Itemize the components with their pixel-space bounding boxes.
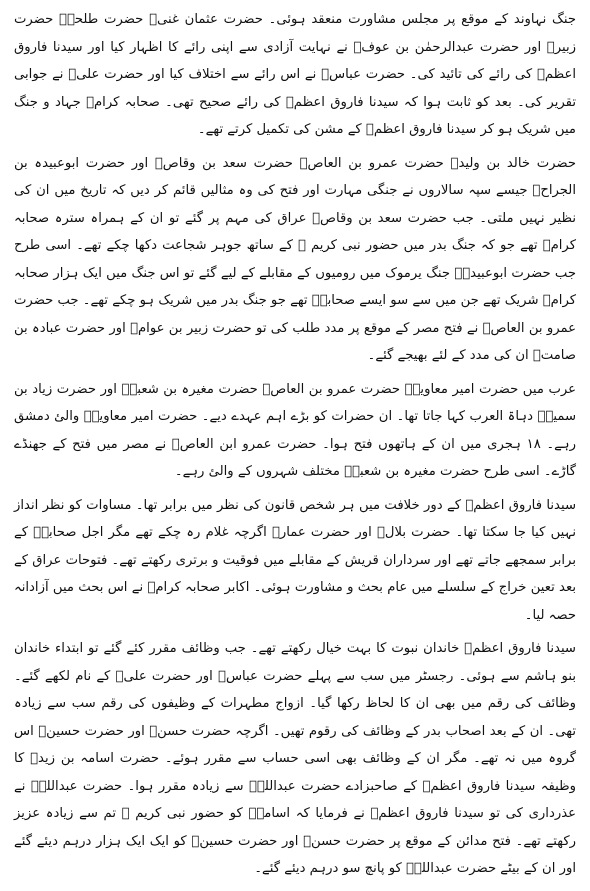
paragraph-stipends: سیدنا فاروق اعظمؓ خاندان نبوت کا بہت خیال رکھتے تھے۔ جب وظائف مقرر کئے گئے تو ابتداء خاندان بنو ہاشم سے ہوئی۔ رجسٹر میں سب سے پہلے حضرت عباسؓ اور حضرت علیؓ کے نام لکھے گئے۔ وظائف کی رقم میں بھی ان کا لحاظ رکھا گیا۔ ازواج مطہرات کے وظیفوں کی رقم سب سے زیادہ تھی۔ ان کے بعد اصحاب بدر کے وظائف کی رقوم تھیں۔ اگرچہ حضرت حسنؓ اور حضرت حسینؓ اس گروہ میں نہ تھے۔ مگر ان کے وظائف بھی اسی حساب سے مقرر ہوئے۔ حضرت اسامہ بن زیدؓ کا وظیفہ سیدنا فاروق اعظمؓ کے صاحبزادے حضرت عبداللہؓ سے زیادہ مقرر ہوا۔ حضرت عبداللہؓ نے عذرداری کی تو سیدنا فاروق اعظمؓ نے فرمایا کہ اسامہؓ کو حضور نبی کریم ﷺ تم سے زیادہ عزیز رکھتے تھے۔ فتح مدائن کے موقع پر حضرت حسنؓ اور حضرت حسینؓ کو ایک ایک ہزار درہم دیئے گئے اور ان کے بیٹے حضرت عبداللہؓ کو پانچ سو درہم دیئے گئے۔ [14, 641, 576, 876]
paragraph-commanders: حضرت خالد بن ولیدؓ حضرت عمرو بن العاصؓ حضرت سعد بن وقاصؓ اور حضرت ابوعبیدہ بن الجراحؓ جیسے سپہ سالاروں نے جنگی مہارت اور فتح کی وہ مثالیں قائم کر دیں کہ تاریخ میں ان کی نظیر نہیں ملتی۔ جب حضرت سعد بن وقاصؓ عراق کی مہم پر گئے تو ان کے ہمراہ سترہ صحابہ کرامؓ تھے جو کہ جنگ بدر میں حضور نبی کریم ﷺ کے ساتھ جوہر شجاعت دکھا چکے تھے۔ اسی طرح جب حضرت ابوعبیدہؓ جنگ یرموک میں رومیوں کے مقابلے کے لیے گئے تو اس جنگ میں ایک ہزار صحابہ کرامؓ شریک تھے جن میں سے سو ایسے صحابہؓ تھے جو جنگ بدر میں شریک ہو چکے تھے۔ جب حضرت عمرو بن العاصؓ نے فتح مصر کے موقع پر مدد طلب کی تو حضرت زبیر بن عوامؓ اور حضرت عبادہ بن صامتؓ ان کی مدد کے لئے بھیجے گئے۔ [14, 155, 576, 363]
paragraph-dahat-al-arab: عرب میں حضرت امیر معاویہؓ حضرت عمرو بن العاصؓ حضرت مغیرہ بن شعبہؓ اور حضرت زیاد بن سمیہؓ دہاۃ العرب کہا جاتا تھا۔ ان حضرات کو بڑے اہم عہدے دیے۔ حضرت امیر معاویہؓ والئ دمشق رہے۔ ۱۸ ہجری میں ان کے ہاتھوں فتح ہوا۔ حضرت عمرو ابن العاصؓ نے مصر میں فتح کے جھنڈے گاڑے۔ اسی طرح حضرت مغیرہ بن شعبہؓ مختلف شہروں کے والئ رہے۔ [14, 381, 576, 479]
paragraph-nahavand-council: جنگ نہاوند کے موقع پر مجلس مشاورت منعقد ہوئی۔ حضرت عثمان غنیؓ حضرت طلحہؓ حضرت زبیرؓ اور حضرت عبدالرحمٰن بن عوفؓ نے نہایت آزادی سے اپنی رائے کا اظہار کیا اور سیدنا فاروق اعظمؓ کی رائے کی تائید کی۔ حضرت عباسؓ نے اس رائے سے اختلاف کیا اور حضرت علیؓ نے جوابی تقریر کی۔ بعد کو ثابت ہوا کہ سیدنا فاروق اعظمؓ کی رائے صحیح تھی۔ صحابہ کرامؓ جہاد و جنگ میں شریک ہو کر سیدنا فاروق اعظمؓ کے مشن کی تکمیل کرتے تھے۔ [14, 12, 576, 137]
paragraph-equality: سیدنا فاروق اعظمؓ کے دور خلافت میں ہر شخص قانون کی نظر میں برابر تھا۔ مساوات کو نظر انداز نہیں کیا جا سکتا تھا۔ حضرت بلالؓ اور حضرت عمارؓ اگرچہ غلام رہ چکے تھے مگر اجل صحابہؓ کے برابر سمجھے جاتے تھے اور سرداران قریش کے مقابلے میں فوقیت و برتری رکھتے تھے۔ فتوحات عراق کے بعد تعین خراج کے سلسلے میں عام بحث و مشاورت ہوئی۔ اکابر صحابہ کرامؓ نے اس بحث میں آزادانہ حصہ لیا۔ [14, 497, 576, 623]
